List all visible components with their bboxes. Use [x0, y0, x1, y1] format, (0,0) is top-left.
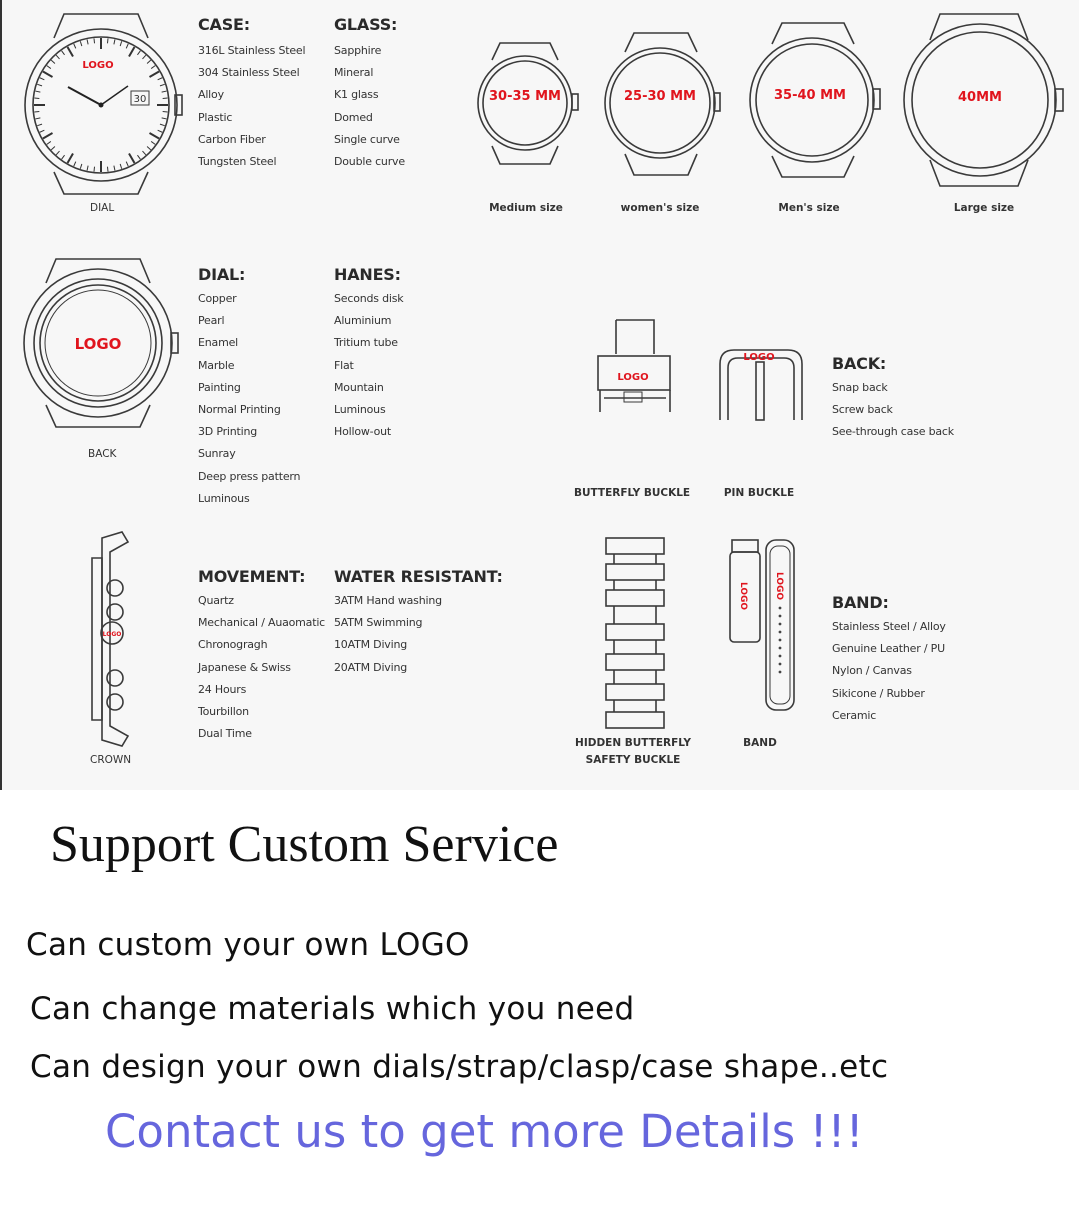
movement-heading: MOVEMENT:	[198, 567, 306, 586]
movement-item: Mechanical / Auaomatic	[198, 616, 326, 630]
promo-line-design: Can design your own dials/strap/clasp/case shape..etc	[30, 1049, 889, 1085]
movement-item: Quartz	[198, 594, 234, 607]
dial-watch-illustration	[16, 8, 186, 198]
hanes-item: Tritium tube	[334, 336, 398, 350]
dial-heading: DIAL:	[198, 265, 246, 284]
case-item: Plastic	[198, 110, 233, 124]
dial-caption: DIAL	[90, 202, 115, 214]
crown-caption: CROWN	[90, 754, 132, 766]
movement-item: Japanese & Swiss	[198, 660, 291, 674]
back-list	[832, 377, 954, 444]
glass-item: Single curve	[334, 132, 400, 146]
size-watch-medium	[470, 40, 580, 170]
band-illustration	[724, 536, 800, 714]
glass-heading: GLASS:	[334, 15, 398, 34]
hanes-item: Seconds disk	[334, 292, 404, 305]
movement-list	[198, 590, 325, 745]
hanes-item: Hollow-out	[334, 425, 392, 439]
movement-item: Chronogragh	[198, 638, 268, 652]
size-mm-womens: 25-30 MM	[624, 89, 696, 104]
hanes-item: Flat	[334, 358, 354, 372]
movement-item: Dual Time	[198, 727, 252, 741]
size-label-womens: women's size	[620, 202, 700, 214]
case-item: Carbon Fiber	[198, 132, 266, 146]
back-item: Snap back	[832, 381, 888, 394]
back-heading: BACK:	[832, 354, 887, 373]
glass-item: Sapphire	[334, 44, 382, 57]
crown-side-illustration	[82, 530, 142, 750]
dial-item: Marble	[198, 358, 235, 372]
dial-item: Normal Printing	[198, 403, 281, 417]
back-item: See-through case back	[832, 425, 954, 439]
glass-item: Domed	[334, 110, 373, 124]
hanes-heading: HANES:	[334, 265, 401, 284]
size-mm-mens: 35-40 MM	[774, 88, 846, 103]
dial-item: Deep press pattern	[198, 469, 301, 483]
back-watch-illustration	[16, 255, 186, 435]
band-list	[832, 616, 946, 727]
glass-item: Mineral	[334, 66, 374, 80]
size-mm-medium: 30-35 MM	[489, 89, 561, 104]
case-heading: CASE:	[198, 15, 250, 34]
glass-list	[334, 40, 405, 173]
case-item: 304 Stainless Steel	[198, 66, 300, 80]
size-label-medium: Medium size	[489, 202, 563, 214]
case-item: Alloy	[198, 88, 224, 102]
size-mm-large: 40MM	[958, 90, 1002, 105]
band-item: Ceramic	[832, 708, 877, 722]
case-item: 316L Stainless Steel	[198, 44, 306, 57]
band-item: Nylon / Canvas	[832, 664, 912, 678]
water-item: 5ATM Swimming	[334, 616, 423, 630]
promo-line-materials: Can change materials which you need	[30, 991, 635, 1027]
pin-buckle-illustration	[712, 344, 808, 428]
hidden-butterfly-caption-2: SAFETY BUCKLE	[585, 754, 681, 766]
hanes-item: Luminous	[334, 403, 386, 417]
dial-list	[198, 288, 300, 510]
water-resistant-heading: WATER RESISTANT:	[334, 567, 503, 586]
butterfly-logo-text: LOGO	[617, 372, 649, 383]
dial-item: Pearl	[198, 314, 225, 328]
dial-item: Luminous	[198, 491, 250, 505]
pin-logo-text: LOGO	[743, 352, 775, 363]
water-resistant-list	[334, 590, 442, 679]
movement-item: 24 Hours	[198, 682, 247, 696]
dial-item: Enamel	[198, 336, 239, 350]
butterfly-buckle-caption: BUTTERFLY BUCKLE	[574, 487, 691, 499]
pin-buckle-caption: PIN BUCKLE	[723, 487, 795, 499]
band-logo-right: LOGO	[774, 571, 784, 601]
hidden-butterfly-caption-1: HIDDEN BUTTERFLY	[575, 737, 691, 749]
size-label-large: Large size	[953, 202, 1015, 214]
dial-logo-text: LOGO	[82, 60, 114, 71]
case-list	[198, 40, 305, 173]
contact-cta[interactable]: Contact us to get more Details !!!	[105, 1105, 864, 1158]
band-item: Sikicone / Rubber	[832, 686, 925, 700]
dial-item: 3D Printing	[198, 425, 258, 439]
movement-item: Tourbillon	[198, 705, 249, 719]
back-logo-text: LOGO	[74, 335, 122, 353]
size-label-mens: Men's size	[778, 202, 840, 214]
back-caption: BACK	[88, 448, 117, 460]
band-caption: BAND	[743, 737, 777, 749]
dial-item: Painting	[198, 380, 241, 394]
band-item: Stainless Steel / Alloy	[832, 620, 946, 633]
band-heading: BAND:	[832, 593, 889, 612]
case-item: Tungsten Steel	[198, 155, 277, 169]
dial-item: Copper	[198, 292, 237, 305]
size-watch-womens	[600, 30, 722, 180]
promo-line-logo: Can custom your own LOGO	[26, 927, 470, 963]
hanes-item: Mountain	[334, 380, 384, 394]
water-item: 3ATM Hand washing	[334, 594, 442, 607]
back-item: Screw back	[832, 403, 893, 417]
dial-item: Sunray	[198, 447, 236, 461]
glass-item: K1 glass	[334, 88, 379, 102]
glass-item: Double curve	[334, 155, 405, 169]
band-logo-left: LOGO	[738, 581, 748, 611]
hanes-list	[334, 288, 403, 443]
support-title: Support Custom Service	[50, 816, 559, 873]
hanes-item: Aluminium	[334, 314, 392, 328]
butterfly-buckle-illustration	[590, 316, 680, 416]
hidden-butterfly-illustration	[600, 536, 670, 732]
band-item: Genuine Leather / PU	[832, 642, 945, 656]
date-window-text: 30	[133, 94, 147, 105]
water-item: 20ATM Diving	[334, 660, 408, 674]
water-item: 10ATM Diving	[334, 638, 408, 652]
crown-logo-text: LOGO	[102, 631, 122, 638]
